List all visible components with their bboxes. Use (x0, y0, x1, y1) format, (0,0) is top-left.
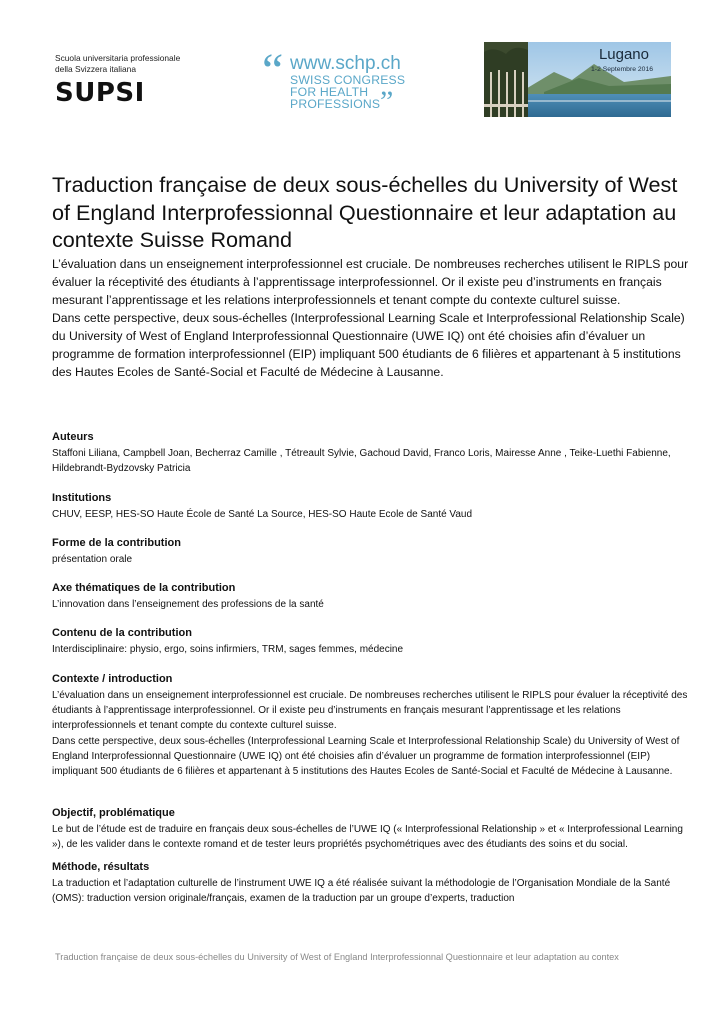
page-footer: Traduction française de deux sous-échelles du University of West of England Interprofessionnal Questionnaire et leur adaptation au contex (55, 952, 619, 962)
section-text: Le but de l’étude est de traduire en français deux sous-échelles de l’UWE IQ (« Interprofessional Relationship » et « Interprofessional Learning »), de les valider dans le contexte romand et de tester leurs propriétés psychométriques avec des étudiants des soins et du social. (52, 823, 683, 850)
section-methode (52, 860, 692, 907)
section-text: L’évaluation dans un enseignement interprofessionnel est cruciale. De nombreuses recherches utilisent le RIPLS pour évaluer la réceptivité des étudiants à l’apprentissage interprofessionnel. Or il existe peu d’instruments en français mesurant l’apprentissage et les relations interprofessionnels et tenant compte du contexte culturel suisse. (52, 689, 688, 732)
section-heading: Objectif, problématique (52, 806, 175, 819)
section-text: CHUV, EESP, HES-SO Haute École de Santé La Source, HES-SO Haute Ecole de Santé Vaud (52, 508, 473, 520)
section-contexte (52, 672, 692, 780)
section-text: L’innovation dans l’enseignement des professions de la santé (52, 599, 324, 611)
section-objectif (52, 806, 692, 853)
section-heading: Axe thématiques de la contribution (52, 582, 236, 595)
supsi-logo (55, 53, 195, 106)
intro-paragraph-2: Dans cette perspective, deux sous-échelles (Interprofessional Learning Scale et Interprofessional Relationship Scale) du University of West of England Interprofessionnal Questionnaire (UWE IQ) ont été choisies afin d’évaluer un programme de formation interprofessionnel (EIP) impliquant 500 étudiants de 6 filières et appartenant à 5 institutions des Hautes Ecoles de Santé-Social et Faculté de Médecine à Lausanne. (52, 310, 685, 379)
schp-line2: FOR HEALTH (290, 85, 369, 99)
document-title: Traduction française de deux sous-échelles du University of West of England Interprofessionnal Questionnaire et leur adaptation au contexte Suisse Romand (52, 172, 678, 252)
section-auteurs (52, 430, 692, 477)
supsi-name: SUPSI (55, 78, 145, 108)
section-text: présentation orale (52, 553, 133, 565)
section-heading: Contexte / introduction (52, 672, 173, 685)
section-forme (52, 536, 692, 567)
section-text: Interdisciplinaire: physio, ergo, soins infirmiers, TRM, sages femmes, médecine (52, 644, 404, 656)
section-heading: Auteurs (52, 431, 94, 443)
section-contenu (52, 626, 692, 657)
lugano-banner (484, 42, 671, 117)
title-block (52, 171, 692, 381)
supsi-subtitle-line1: Scuola universitaria professionale (55, 53, 181, 63)
open-quote-icon: “ (262, 44, 284, 97)
section-text: Dans cette perspective, deux sous-échelles (Interprofessional Learning Scale et Interprofessional Relationship Scale) du University of West of England Interprofessionnal Questionnaire (UWE IQ) ont été choisies afin d’évaluer un programme de formation interprofessionnel (EIP) impliquant 500 étudiants de 6 filières et appartenant à 5 institutions des Hautes Ecoles de Santé-Social et Faculté de Médecine à Lausanne. (52, 735, 680, 778)
supsi-subtitle-line2: della Svizzera italiana (55, 64, 137, 74)
section-text: Staffoni Liliana, Campbell Joan, Becherraz Camille , Tétreault Sylvie, Gachoud David, Franco Loris, Mairesse Anne , Teike-Luethi Fabienne, Hildebrandt-Bydzovsky Patricia (52, 448, 671, 475)
lugano-dates: 1-2 Septembre 2016 (591, 66, 653, 73)
contribution-details (52, 430, 692, 921)
section-axe (52, 581, 692, 612)
lugano-title: Lugano (598, 46, 649, 63)
section-heading: Contenu de la contribution (52, 627, 192, 640)
section-heading: Forme de la contribution (52, 536, 181, 549)
schp-logo (262, 44, 432, 118)
schp-url: www.schp.ch (290, 53, 401, 74)
schp-line1: SWISS CONGRESS (290, 73, 406, 87)
intro-paragraph-1: L’évaluation dans un enseignement interprofessionnel est cruciale. De nombreuses recherches utilisent le RIPLS pour évaluer la réceptivité des étudiants à l’apprentissage interprofessionnel. Or il existe peu d’instruments en français mesurant l’apprentissage et les relations interprofessionnels et tenant compte du contexte culturel suisse. (52, 256, 689, 307)
section-heading: Méthode, résultats (52, 861, 150, 874)
close-quote-icon: ” (380, 85, 394, 118)
section-institutions (52, 491, 692, 522)
section-heading: Institutions (52, 491, 112, 504)
section-text: La traduction et l’adaptation culturelle de l’instrument UWE IQ a été réalisée suivant la méthodologie de l’Organisation Mondiale de la Santé (OMS): traduction version originale/français, examen de la traduction par un groupe d’experts, traduction (52, 878, 671, 905)
schp-line3: PROFESSIONS (290, 97, 381, 111)
